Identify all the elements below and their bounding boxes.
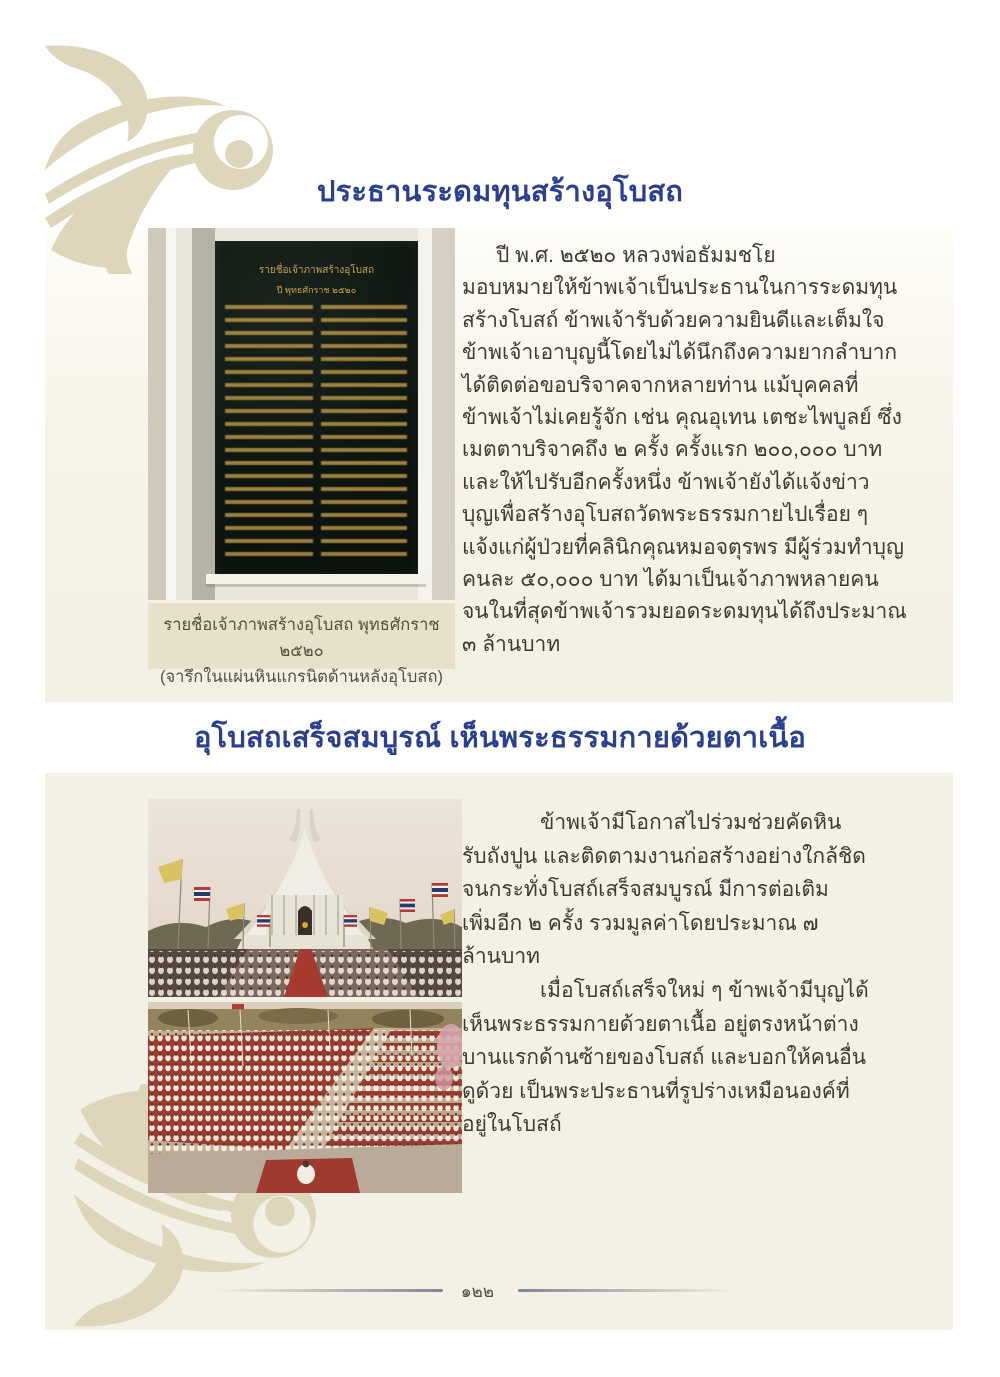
paragraph-lines — [462, 240, 907, 661]
page-number: ๑๒๒ — [460, 1282, 495, 1301]
plaque-title: รายชื่อเจ้าภาพสร้างอุโบสถ — [258, 265, 375, 276]
text-line: ๓ ล้านบาท — [462, 632, 561, 656]
crowd-photo — [148, 1002, 462, 1193]
caption-line1: รายชื่อเจ้าภาพสร้างอุโบสถ พุทธศักราช ๒๕๒๐ — [163, 616, 440, 660]
text-line: บุญเพื่อสร้างอุโบสถวัดพระธรรมกายไปเรื่อย ๆ — [462, 503, 868, 527]
text-line: คนละ ๕๐,๐๐๐ บาท ได้มาเป็นเจ้าภาพหลายคน — [462, 568, 879, 592]
wall-band — [418, 228, 432, 600]
footer-divider-left — [215, 1289, 443, 1292]
plaque-sill — [206, 574, 426, 584]
text-line: ได้ติดต่อขอบริจาคจากหลายท่าน แม้บุคคลที่ — [462, 373, 859, 397]
wall-band — [166, 228, 176, 600]
text-line: เพิ่มอีก ๒ ครั้ง รวมมูลค่าโดยประมาณ ๗ — [462, 911, 819, 935]
text-line: ข้าพเจ้าไม่เคยรู้จัก เช่น คุณอุเทน เตชะไพบูลย์ ซึ่ง — [462, 406, 902, 430]
text-line: เมตตาบริจาคถึง ๒ ครั้ง ครั้งแรก ๒๐๐,๐๐๐ บาท — [462, 438, 883, 462]
text-line: จนในที่สุดข้าพเจ้ารวมยอดระดมทุนได้ถึงประมาณ — [462, 600, 907, 624]
temple-photo — [148, 799, 462, 997]
text-line: ข้าพเจ้าเอาบุญนี้โดยไม่ได้นึกถึงความยากลำบาก — [462, 341, 898, 365]
footer-divider-right — [518, 1289, 736, 1292]
plaque-name-column-right — [321, 305, 407, 563]
text-line: เมื่อโบสถ์เสร็จใหม่ ๆ ข้าพเจ้ามีบุญได้ — [540, 978, 869, 1002]
text-line: และให้ไปรับอีกครั้งหนึ่ง ข้าพเจ้ายังได้แจ้งข่าว — [462, 470, 870, 494]
text-line: รับถังปูน และติดตามงานก่อสร้างอย่างใกล้ชิด — [462, 844, 866, 868]
text-line: บานแรกด้านซ้ายของโบสถ์ และบอกให้คนอื่น — [462, 1046, 867, 1070]
plaque-subtitle: ปี พุทธศักราช ๒๕๒๐ — [276, 285, 357, 295]
section2-heading: อุโบสถเสร็จสมบูรณ์ เห็นพระธรรมกายด้วยตาเนื้อ — [193, 722, 807, 754]
paragraph-lines — [462, 806, 866, 974]
wall-band — [432, 228, 455, 600]
text-line: ข้าพเจ้ามีโอกาสไปร่วมช่วยคัดหิน — [540, 811, 842, 834]
paragraph-lines — [462, 974, 869, 1142]
text-line: มอบหมายให้ข้าพเจ้าเป็นประธานในการระดมทุน — [462, 276, 898, 300]
photo-caption — [148, 603, 455, 686]
text-line: จนกระทั่งโบสถ์เสร็จสมบูรณ์ มีการต่อเติม — [462, 878, 829, 902]
text-line: เห็นพระธรรมกายด้วยตาเนื้อ อยู่ตรงหน้าต่าง — [462, 1012, 859, 1036]
text-line: ดูด้วย เป็นพระประธานที่รูปร่างเหมือนองค์ที่ — [462, 1079, 850, 1103]
wall-band — [192, 228, 215, 600]
section2-paragraphs — [462, 806, 869, 1142]
text-line: สร้างโบสถ์ ข้าพเจ้ารับด้วยความยินดีและเต็มใจ — [462, 308, 885, 332]
section1-heading: ประธานระดมทุนสร้างอุโบสถ — [317, 176, 683, 208]
plaque-photo — [148, 228, 455, 600]
text-line: แจ้งแก่ผู้ป่วยที่คลินิกคุณหมอจตุรพร มีผู้ร่วมทำบุญ — [462, 535, 904, 559]
plaque-name-column-left — [225, 305, 313, 563]
text-line: ปี พ.ศ. ๒๕๒๐ หลวงพ่อธัมมชโย — [496, 244, 776, 267]
text-line: ล้านบาท — [462, 945, 540, 969]
text-line: อยู่ในโบสถ์ — [462, 1113, 562, 1137]
granite-plaque — [215, 241, 418, 574]
section1-paragraph — [462, 240, 907, 661]
wall-band — [148, 228, 166, 600]
caption-line2: (จารึกในแผ่นหินแกรนิตด้านหลังอุโบสถ) — [160, 668, 443, 686]
